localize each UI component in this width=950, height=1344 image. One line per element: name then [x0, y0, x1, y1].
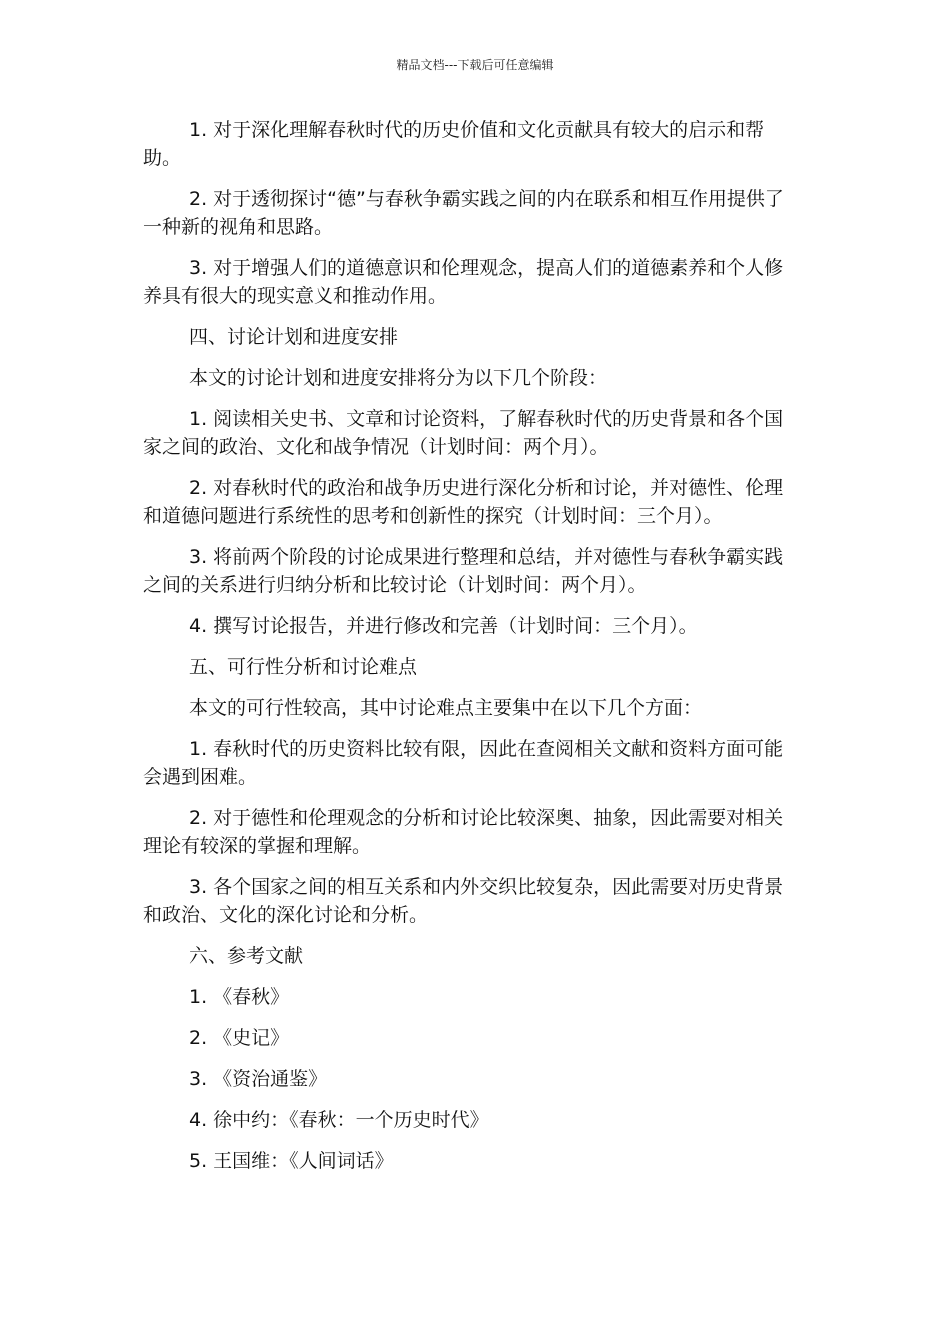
reference-item-2: 2. 《史记》 [189, 1027, 290, 1049]
paragraph-difficulty-1: 1. 春秋时代的历史资料比较有限，因此在查阅相关文献和资料方面可能会遇到困难。 [143, 738, 784, 788]
reference-item-5: 5. 王国维：《人间词话》 [189, 1150, 394, 1172]
paragraph-significance-2: 2. 对于透彻探讨“德”与春秋争霸实践之间的内在联系和相互作用提供了一种新的视角和思路。 [143, 188, 784, 238]
paragraph-significance-3: 3. 对于增强人们的道德意识和伦理观念，提高人们的道德素养和个人修养具有很大的现实意义和推动作用。 [143, 257, 784, 307]
paragraph-difficulty-2: 2. 对于德性和伦理观念的分析和讨论比较深奥、抽象，因此需要对相关理论有较深的掌握和理解。 [143, 807, 784, 857]
section-heading-references: 六、参考文献 [189, 945, 304, 967]
paragraph-plan-stage-1: 1. 阅读相关史书、文章和讨论资料，了解春秋时代的历史背景和各个国家之间的政治、文化和战争情况（计划时间：两个月）。 [143, 408, 784, 458]
section-heading-plan: 四、讨论计划和进度安排 [189, 326, 399, 348]
paragraph-feasibility-intro: 本文的可行性较高，其中讨论难点主要集中在以下几个方面： [189, 697, 703, 719]
paragraph-plan-stage-4: 4. 撰写讨论报告，并进行修改和完善（计划时间：三个月）。 [189, 615, 698, 637]
paragraph-plan-stage-2: 2. 对春秋时代的政治和战争历史进行深化分析和讨论，并对德性、伦理和道德问题进行系统性的思考和创新性的探究（计划时间：三个月）。 [143, 477, 784, 527]
paragraph-plan-stage-3: 3. 将前两个阶段的讨论成果进行整理和总结，并对德性与春秋争霸实践之间的关系进行归纳分析和比较讨论（计划时间：两个月）。 [143, 546, 784, 596]
document-body [143, 116, 799, 1188]
reference-item-1: 1. 《春秋》 [189, 986, 290, 1008]
paragraph-plan-intro: 本文的讨论计划和进度安排将分为以下几个阶段： [189, 367, 608, 389]
section-heading-feasibility: 五、可行性分析和讨论难点 [189, 656, 418, 678]
reference-item-4: 4. 徐中约：《春秋：一个历史时代》 [189, 1109, 489, 1131]
reference-item-3: 3. 《资治通鉴》 [189, 1068, 328, 1090]
paragraph-difficulty-3: 3. 各个国家之间的相互关系和内外交织比较复杂，因此需要对历史背景和政治、文化的深化讨论和分析。 [143, 876, 784, 926]
paragraph-significance-1: 1. 对于深化理解春秋时代的历史价值和文化贡献具有较大的启示和帮助。 [143, 119, 765, 169]
page-header: 精品文档---下载后可任意编辑 [396, 58, 554, 72]
